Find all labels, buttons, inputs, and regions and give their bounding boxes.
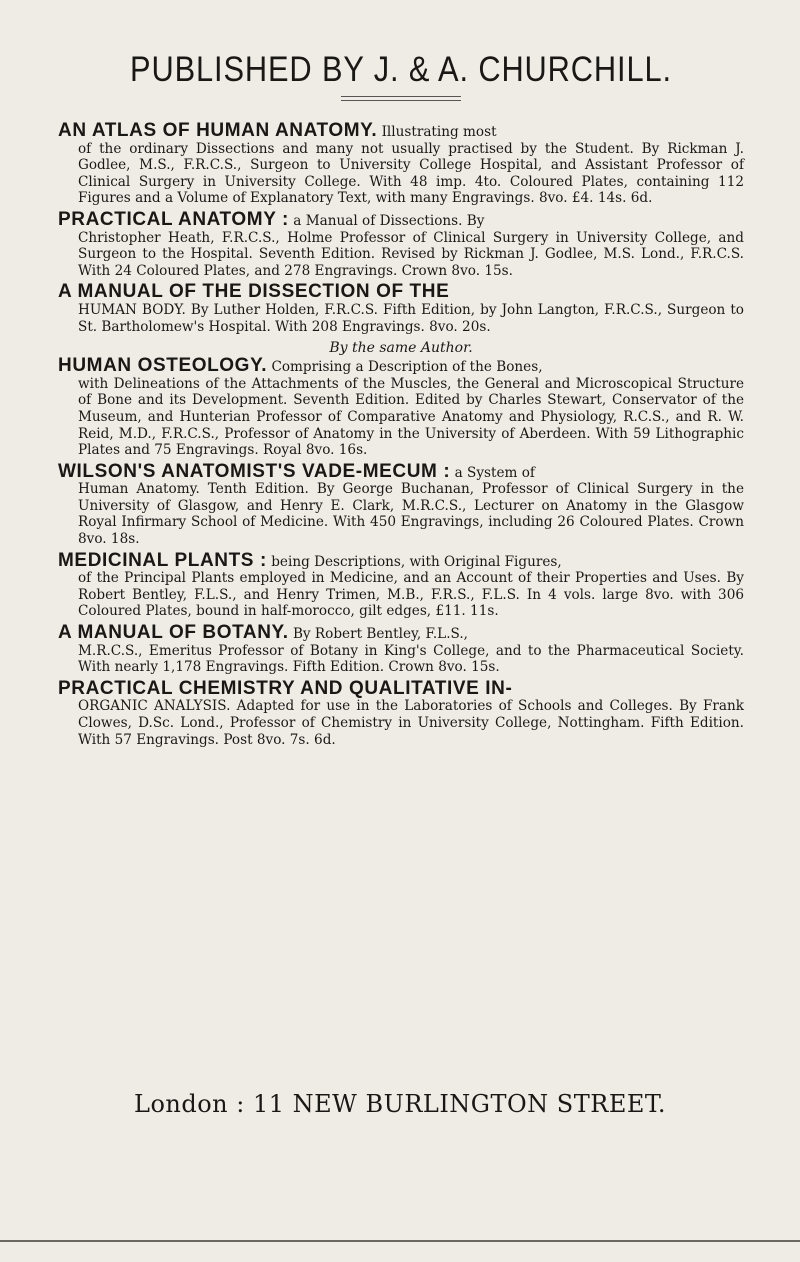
book-description-lead: Comprising a Description of the Bones, — [271, 359, 543, 376]
book-entry-practical-anatomy — [58, 208, 744, 279]
book-description: of the Principal Plants employed in Medicine, and an Account of their Properties and Uses. By Robert Bentley, F.L.S., and Henry Trimen, M.B., F.R.S., F.L.S. In 4 vols. large 8vo. with 306 Coloured Plates, bound in half-morocco, gilt edges, £11. 11s. — [78, 570, 744, 620]
book-title: WILSON'S ANATOMIST'S VADE-MECUM : — [58, 460, 451, 482]
book-description-lead: a Manual of Dissections. By — [293, 212, 485, 229]
book-description: Human Anatomy. Tenth Edition. By George Buchanan, Professor of Clinical Surgery in the University of Glasgow, and Henry E. Clark, M.R.C.S., Lecturer on Anatomy in the Glasgow Royal Infirmary School of Medicine. With 450 Engravings, including 26 Coloured Plates. Crown 8vo. 18s. — [78, 481, 744, 548]
publisher-address: London : 11 NEW BURLINGTON STREET. — [134, 1090, 666, 1118]
book-description-lead: By Robert Bentley, F.L.S., — [292, 626, 468, 643]
book-description: Christopher Heath, F.R.C.S., Holme Professor of Clinical Surgery in University College, and Surgeon to the Hospital. Seventh Edition. Revised by Rickman J. Godlee, M.S. Lond., F.R.C.S. With 24 Coloured Plates, and 278 Engravings. Crown 8vo. 15s. — [78, 229, 744, 279]
book-description-lead: being Descriptions, with Original Figures, — [271, 553, 562, 570]
book-entry-dissection-manual — [58, 281, 744, 335]
book-title: A MANUAL OF THE DISSECTION OF THE — [58, 281, 450, 303]
advertisement-page — [58, 50, 744, 753]
publisher-header: PUBLISHED BY J. & A. CHURCHILL. — [130, 50, 672, 89]
book-description: with Delineations of the Attachments of the Muscles, the General and Microscopical Structure of Bone and its Development. Seventh Edition. Edited by Charles Stewart, Conservator of the Museum, and Hunterian Professor of Comparative Anatomy and Physiology, R.C.S., and R. W. Reid, M.D., F.R.C.S., Professor of Anatomy in the University of Aberdeen. With 59 Lithographic Plates and 75 Engravings. Royal 8vo. 16s. — [78, 375, 744, 459]
book-entry-atlas — [58, 120, 744, 207]
book-description: HUMAN BODY. By Luther Holden, F.R.C.S. Fifth Edition, by John Langton, F.R.C.S., Surgeon to St. Bartholomew's Hospital. With 208 Engravings. 8vo. 20s. — [78, 301, 744, 335]
header-rule — [341, 96, 461, 101]
book-description-lead: Illustrating most — [381, 124, 497, 140]
book-entry-chemistry — [58, 677, 744, 748]
book-title: AN ATLAS OF HUMAN ANATOMY. — [58, 120, 378, 141]
book-description: ORGANIC ANALYSIS. Adapted for use in the Laboratories of Schools and Colleges. By Frank Clowes, D.Sc. Lond., Professor of Chemistry in University College, Nottingham. Fifth Edition. With 57 Engravings. Post 8vo. 7s. 6d. — [78, 698, 744, 748]
book-description-lead: a System of — [454, 464, 535, 481]
book-description: of the ordinary Dissections and many not usually practised by the Student. By Rickman J. Godlee, M.S., F.R.C.S., Surgeon to University College Hospital, and Assistant Professor of Clinical Surgery in University College. With 48 imp. 4to. Coloured Plates, containing 112 Figures and a Volume of Explanatory Text, with many Engravings. 8vo. £4. 14s. 6d. — [78, 140, 744, 207]
same-author-byline: By the same Author. — [329, 340, 473, 357]
book-entry-medicinal-plants — [58, 549, 744, 620]
book-title: PRACTICAL ANATOMY : — [58, 208, 289, 230]
book-title: HUMAN OSTEOLOGY. — [58, 355, 268, 377]
book-description: M.R.C.S., Emeritus Professor of Botany in King's College, and to the Pharmaceutical Society. With nearly 1,178 Engravings. Fifth Edition. Crown 8vo. 15s. — [78, 642, 744, 676]
book-entry-vade-mecum — [58, 460, 744, 548]
book-title: MEDICINAL PLANTS : — [58, 549, 267, 571]
book-entry-osteology — [58, 355, 744, 459]
book-entry-botany — [58, 622, 744, 676]
book-title: PRACTICAL CHEMISTRY AND QUALITATIVE IN- — [58, 677, 513, 699]
book-title: A MANUAL OF BOTANY. — [58, 622, 289, 644]
bottom-border — [0, 1240, 800, 1242]
